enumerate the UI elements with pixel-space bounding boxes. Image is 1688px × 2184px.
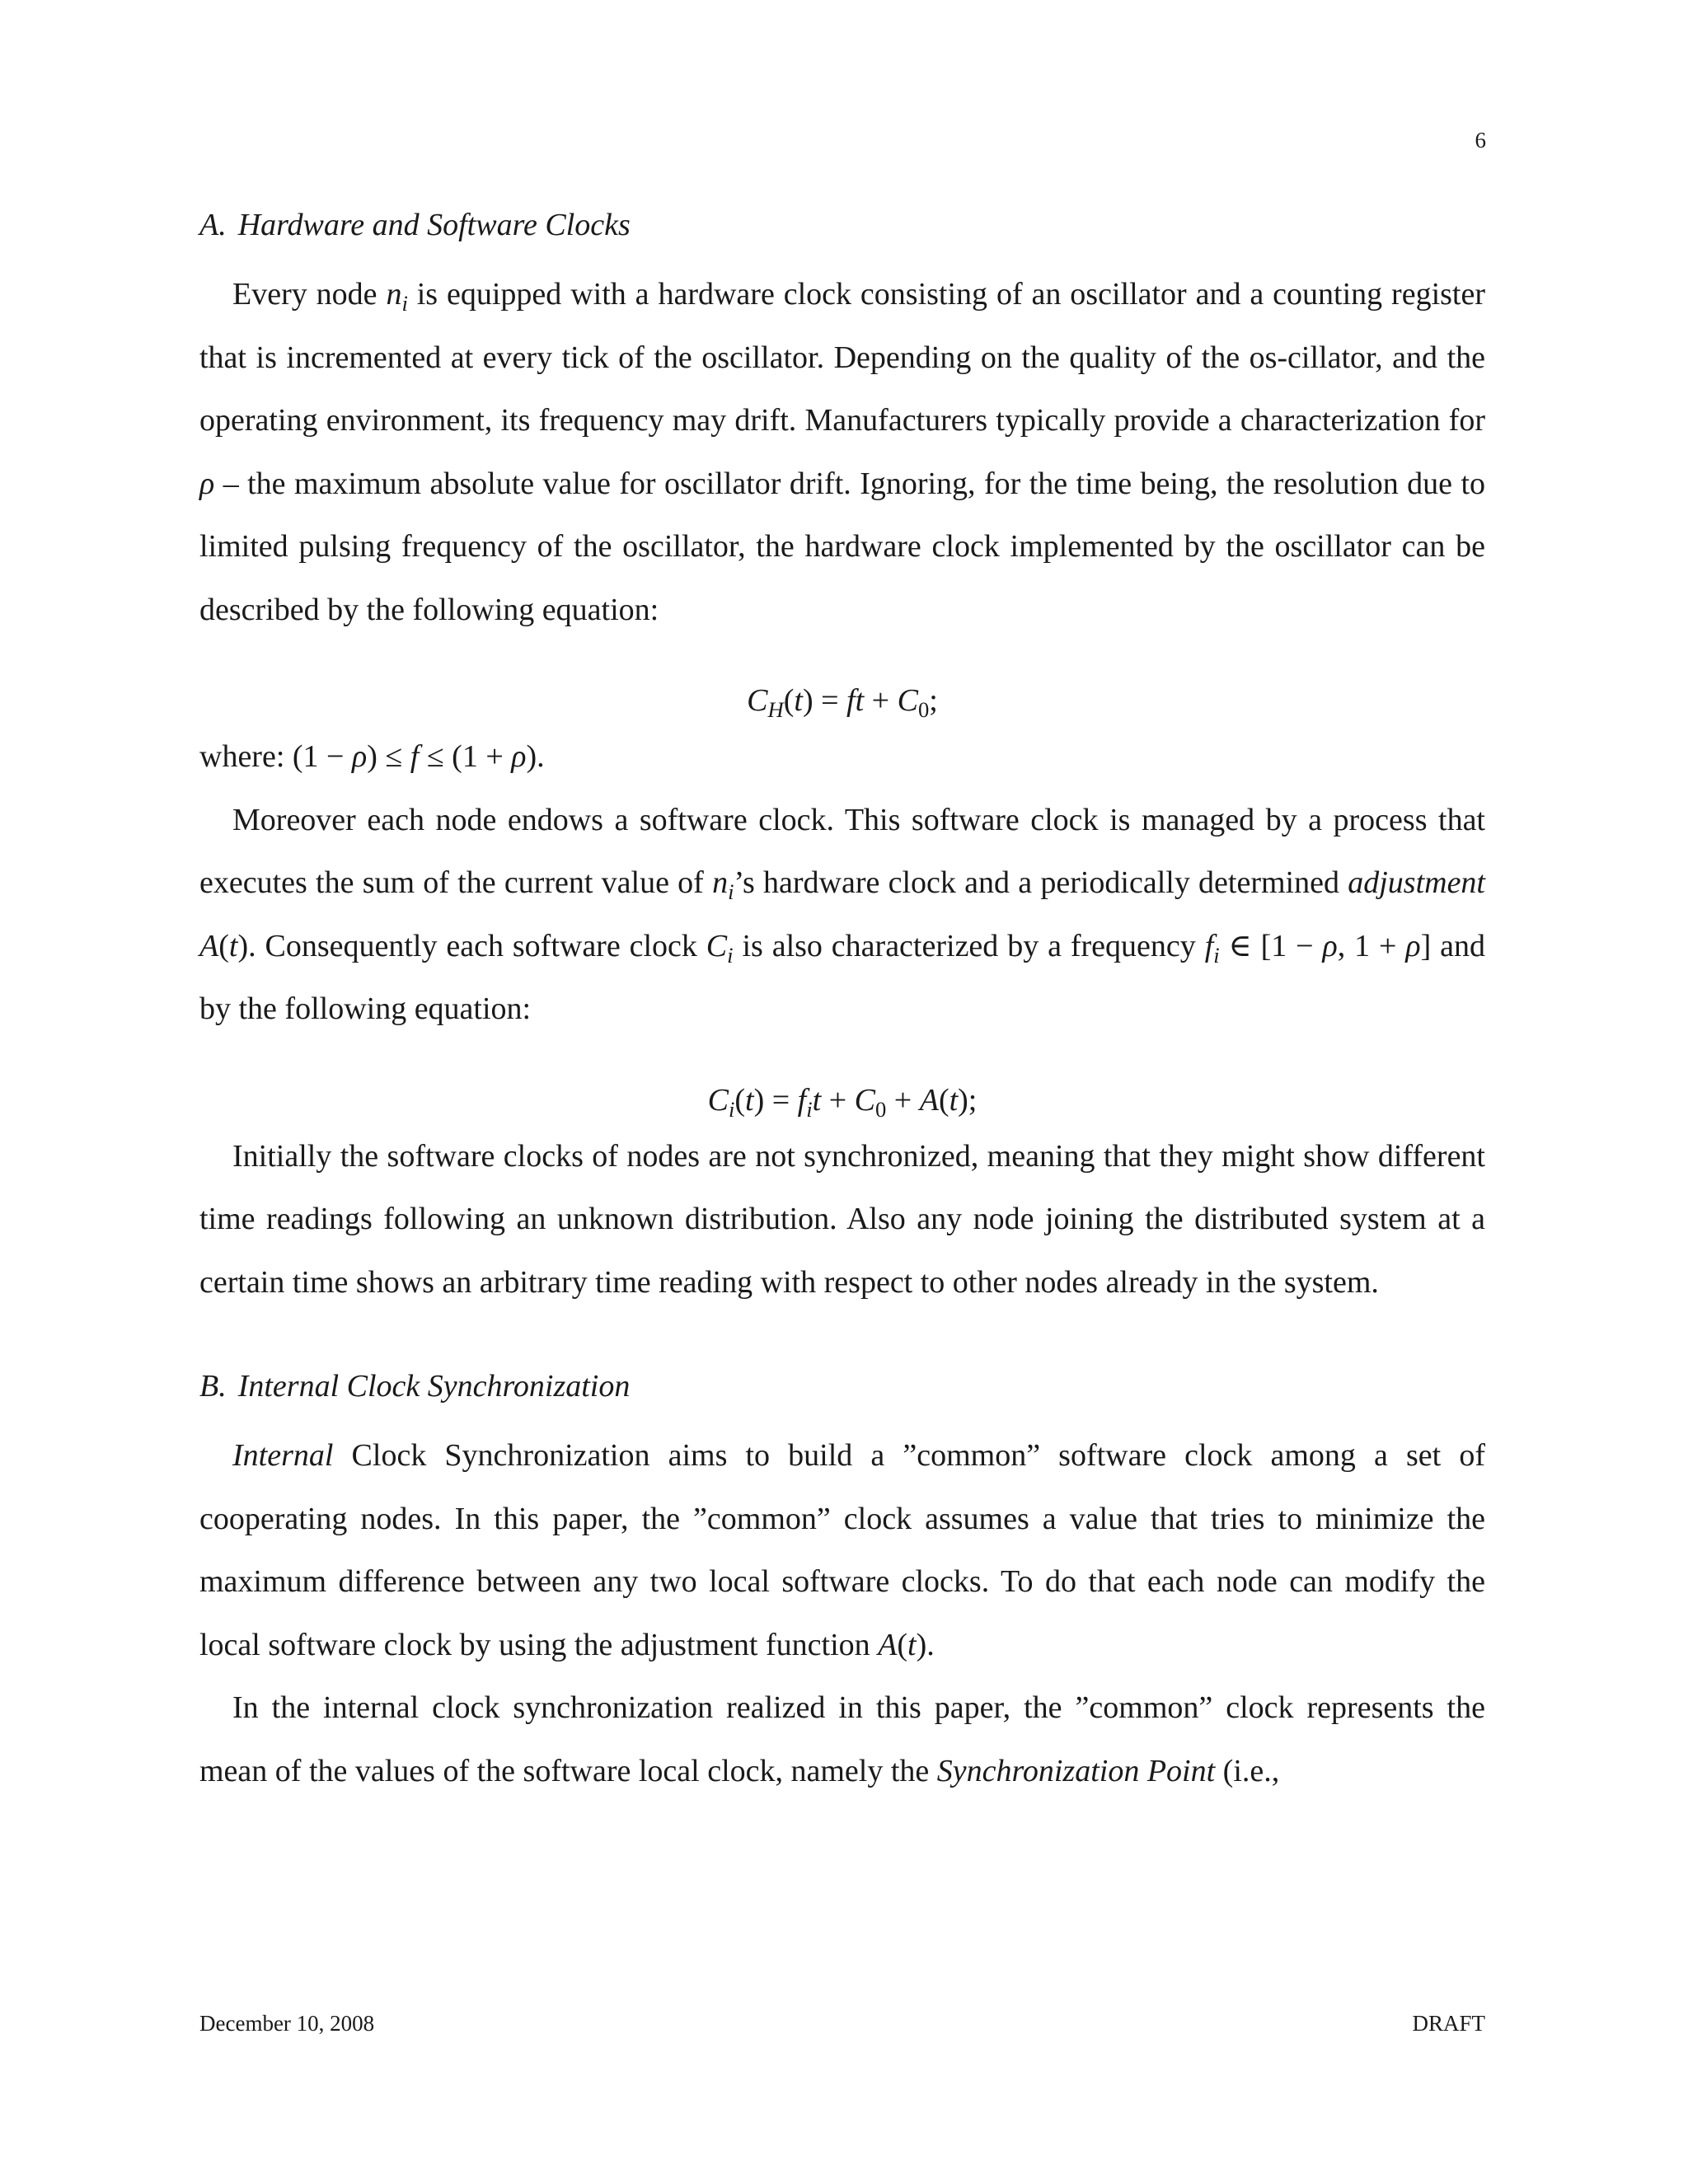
text-span: . — [926, 1627, 935, 1662]
section-a-title: Hardware and Software Clocks — [237, 208, 631, 242]
equation-condition: where: (1 − ρ) ≤ f ≤ (1 + ρ). — [199, 739, 545, 774]
footer-status: DRAFT — [1412, 2011, 1485, 2036]
section-b-heading — [199, 1363, 1485, 1409]
section-a-paragraph-3: Initially the software clocks of nodes are not synchronized, meaning that they might show different time readings following an unknown distribution. Also any node joining the distributed system at a certain time shows an arbitrary time reading with respect to other nodes already in the system. — [199, 1138, 1485, 1300]
text-span: adjustment — [1348, 865, 1485, 900]
section-b-paragraph-2 — [199, 1676, 1485, 1802]
text-span: and by the following equation: — [199, 928, 1486, 1026]
section-a-number: A. — [199, 208, 227, 242]
text-span: Synchronization Point — [936, 1753, 1216, 1788]
text-span: where: — [199, 739, 285, 774]
equation-hardware-clock: $C_H(t)$ = ft + $C_0$; — [747, 683, 938, 722]
text-span: Every node — [232, 277, 377, 312]
text-span: . Consequently each software clock — [248, 928, 697, 963]
text-span: Internal — [232, 1438, 334, 1473]
section-a-paragraph-2: Moreover each node endows a software clock. This software clock is managed by a process that executes the sum of the current value of $n_i’s$ hardware clock and a periodically determined adjustment A(t). Consequently each software clock $C_i$ is also characterized by a frequency $f_i$ ∈ [1 − ρ, 1 + ρ] and by the following equation: — [199, 802, 1486, 1026]
text-span: In the internal clock synchronization realized in this paper, the ”common” clock represents the mean of the values of the software local clock, namely the — [199, 1690, 1485, 1788]
text-span: (i.e., — [1222, 1753, 1280, 1788]
text-span: – the maximum absolute value for oscillator drift. Ignoring, for the time being, the resolution due to limited pulsing frequency of the oscillator, the hardware clock implemented by the oscillator can be described by the following equation: — [199, 466, 1486, 627]
page-body — [199, 202, 1485, 1802]
text-span: Moreover each node endows a software clock. This software clock is managed by a process that executes the sum of the current value of — [199, 802, 1485, 900]
section-b-number: B. — [199, 1369, 227, 1404]
equation-software-clock: $C_i(t) = f_it + C_0 + A(t)$; — [707, 1082, 978, 1122]
section-b-title: Internal Clock Synchronization — [237, 1369, 631, 1404]
text-span: is equipped with a hardware clock consisting of an oscillator and a counting register that is incremented at every tick of the oscillator. Depending on the quality of the os-cillator, and the operating environment, its frequency may drift. Manufacturers typically provide a characterization for — [199, 277, 1486, 438]
text-span: Clock Synchronization aims to build a ”common” software clock among a set of cooperating nodes. In this paper, the ”common” clock assumes a value that tries to minimize the maximum difference between any two local software clocks. To do that each node can modify the local software clock by using the adjustment function — [199, 1438, 1485, 1662]
section-a-heading — [199, 202, 1485, 248]
page-number: 6 — [1475, 128, 1486, 152]
text-span: ’s hardware clock and a periodically determined — [734, 865, 1339, 900]
section-a-paragraph-1: Every node $n_i$ is equipped with a hardware clock consisting of an oscillator and a counting register that is incremented at every tick of the oscillator. Depending on the quality of the os-cillator, and the operating environment, its frequency may drift. Manufacturers typically provide a characterization for ρ – the maximum absolute value for oscillator drift. Ignoring, for the time being, the resolution due to limited pulsing frequency of the oscillator, the hardware clock implemented by the oscillator can be described by the following equation: — [199, 277, 1486, 627]
text-span: is also characterized by a frequency — [742, 928, 1196, 963]
section-b-paragraph-1: Internal Clock Synchronization aims to build a ”common” software clock among a set of cooperating nodes. In this paper, the ”common” clock assumes a value that tries to minimize the maximum difference between any two local software clocks. To do that each node can modify the local software clock by using the adjustment function A(t). — [199, 1438, 1485, 1662]
footer-date: December 10, 2008 — [199, 2011, 375, 2036]
